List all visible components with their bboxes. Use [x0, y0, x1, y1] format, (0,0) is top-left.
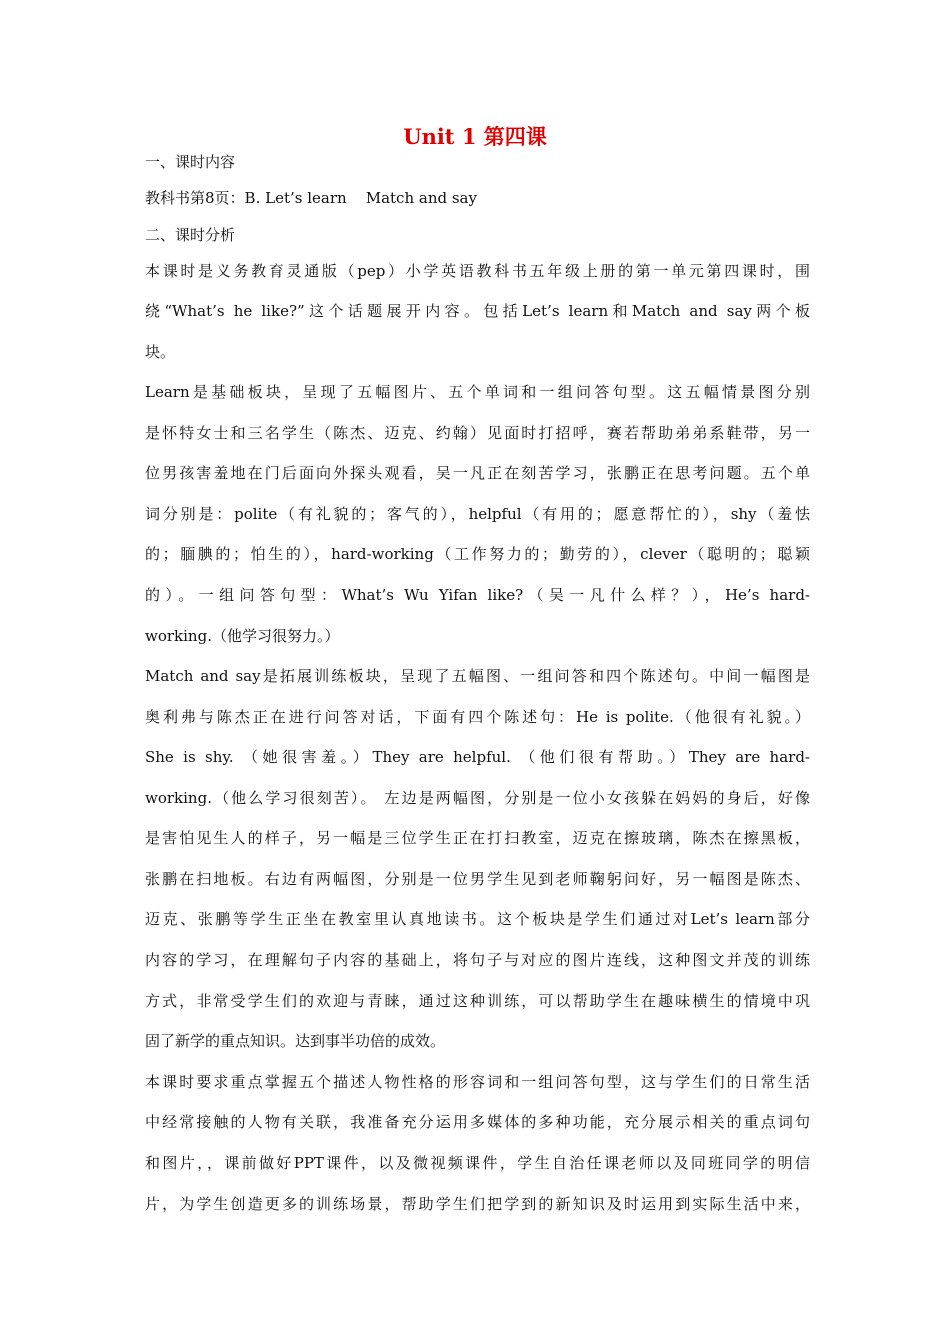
- analysis-line: Learn是基础板块，呈现了五幅图片、五个单词和一组问答句型。这五幅情景图分别: [145, 383, 810, 401]
- analysis-line: 片，为学生创造更多的训练场景，帮助学生们把学到的新知识及时运用到实际生活中来，: [145, 1195, 810, 1213]
- analysis-line: 的；腼腆的；怕生的），hard-working（工作努力的；勤劳的），clever（聪明的；聪颖: [145, 545, 810, 563]
- analysis-line: 词分别是：polite（有礼貌的；客气的），helpful（有用的；愿意帮忙的），shy（羞怯: [145, 505, 810, 523]
- analysis-line: 固了新学的重点知识。达到事半功倍的成效。: [145, 1032, 446, 1050]
- section-heading-lesson-analysis: 二、课时分析: [145, 226, 236, 244]
- analysis-line: 是害怕见生人的样子，另一幅是三位学生正在打扫教室，迈克在擦玻璃，陈杰在擦黑板，: [145, 829, 810, 847]
- document-title: Unit 1 第四课: [403, 124, 547, 149]
- analysis-line: 中经常接触的人物有关联，我准备充分运用多媒体的多种功能，充分展示相关的重点词句: [145, 1113, 810, 1131]
- analysis-line: 奥利弗与陈杰正在进行问答对话，下面有四个陈述句：He is polite.（他很有礼貌。）: [145, 708, 810, 726]
- analysis-line: 方式，非常受学生们的欢迎与青睐，通过这种训练，可以帮助学生在趣味横生的情境中巩: [145, 992, 810, 1010]
- analysis-line: 张鹏在扫地板。右边有两幅图，分别是一位男学生见到老师鞠躬问好，另一幅图是陈杰、: [145, 870, 810, 888]
- analysis-line: 位男孩害羞地在门后面向外探头观看，吴一凡正在刻苦学习，张鹏正在思考问题。五个单: [145, 464, 810, 482]
- analysis-line: 本课时要求重点掌握五个描述人物性格的形容词和一组问答句型，这与学生们的日常生活: [145, 1073, 810, 1091]
- section-heading-lesson-content: 一、课时内容: [145, 153, 236, 171]
- analysis-line: 内容的学习，在理解句子内容的基础上，将句子与对应的图片连线，这种图文并茂的训练: [145, 951, 810, 969]
- analysis-line: 的）。一组问答句型：What’s Wu Yifan like?（吴一凡什么样？），He’s hard-: [145, 586, 810, 604]
- analysis-line: She is shy. （她很害羞。）They are helpful. （他们很有帮助。）They are hard-: [145, 748, 810, 766]
- analysis-line: working.（他么学习很刻苦）。 左边是两幅图，分别是一位小女孩躲在妈妈的身后，好像: [145, 789, 810, 807]
- analysis-line: 块。: [145, 343, 176, 361]
- analysis-line: working.（他学习很努力。）: [145, 627, 340, 645]
- analysis-line: 是怀特女士和三名学生（陈杰、迈克、约翰）见面时打招呼，赛若帮助弟弟系鞋带，另一: [145, 424, 810, 442]
- analysis-line: Match and say是拓展训练板块，呈现了五幅图、一组问答和四个陈述句。中间一幅图是: [145, 667, 810, 685]
- analysis-line: 本课时是义务教育灵通版（pep）小学英语教科书五年级上册的第一单元第四课时，围: [145, 262, 810, 280]
- lesson-content-text: 教科书第8页：B. Let’s learn Match and say: [145, 189, 477, 207]
- analysis-line: 迈克、张鹏等学生正坐在教室里认真地读书。这个板块是学生们通过对Let’s learn部分: [145, 910, 810, 928]
- analysis-line: 和图片，，课前做好PPT课件，以及微视频课件，学生自治任课老师以及同班同学的明信: [145, 1154, 810, 1172]
- analysis-line: 绕“What’s he like?”这个话题展开内容。包括Let’s learn和Match and say两个板: [145, 302, 810, 320]
